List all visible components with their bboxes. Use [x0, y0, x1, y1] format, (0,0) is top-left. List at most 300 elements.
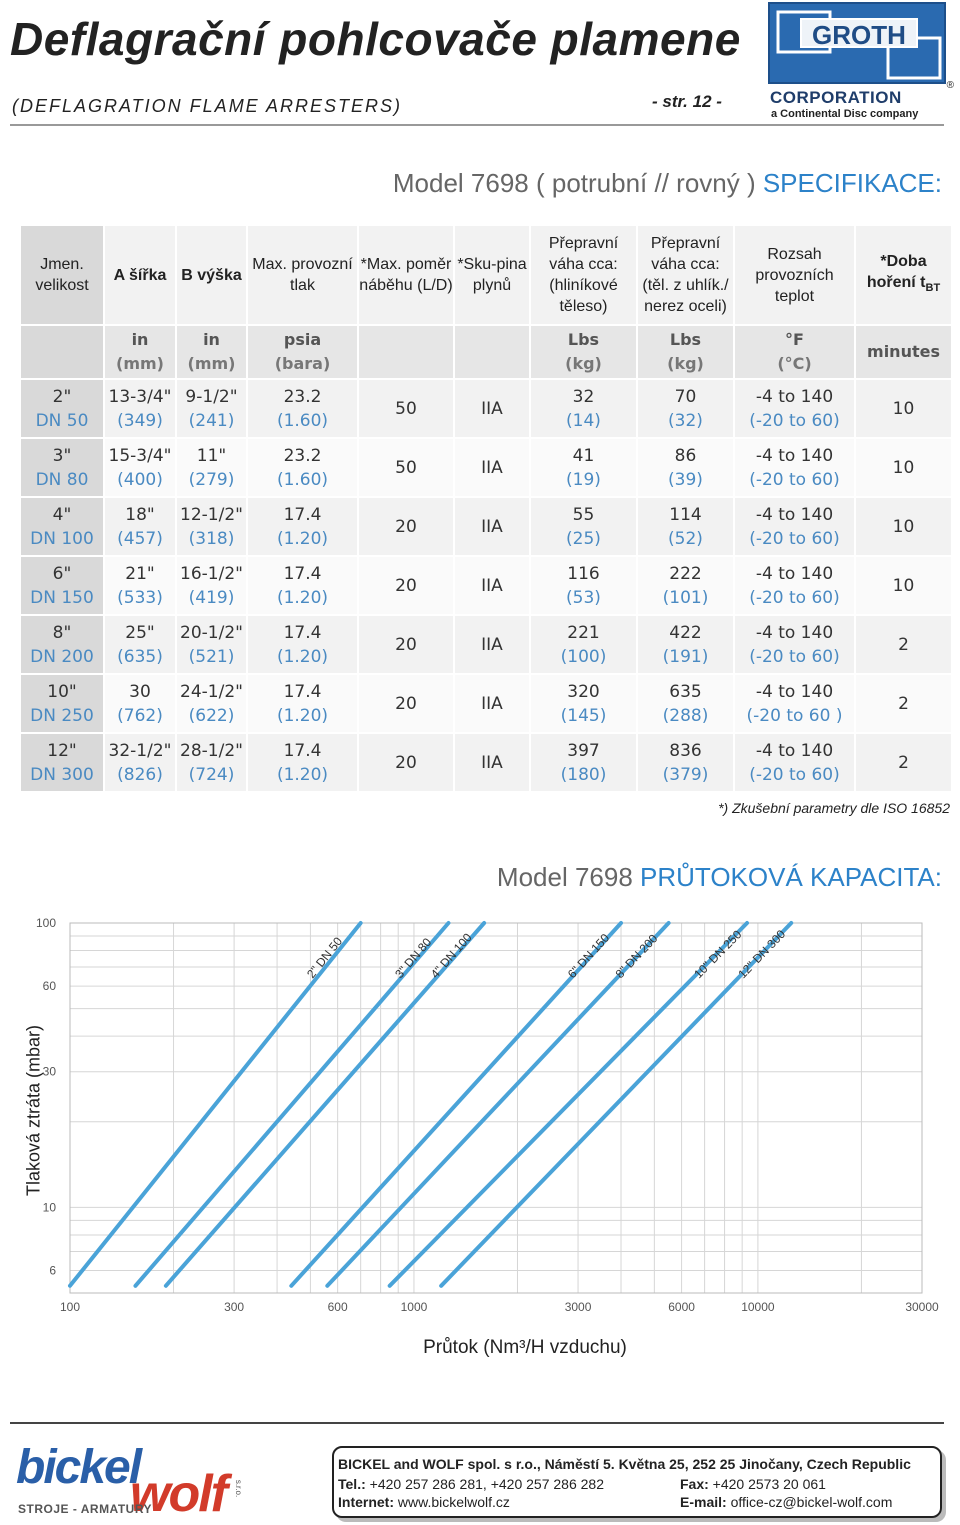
cell-value: 20 — [395, 634, 417, 655]
cell-metric-value: (-20 to 60) — [749, 528, 840, 549]
cell-value: 21" — [125, 563, 155, 584]
table-row — [20, 497, 952, 556]
table-cell — [637, 556, 734, 615]
cell-metric-value: (622) — [188, 705, 235, 726]
cell-metric-value: (53) — [566, 587, 601, 608]
cell-value: 50 — [395, 457, 417, 478]
cell-metric-value: (533) — [117, 587, 163, 608]
cell-value: 2 — [898, 752, 909, 773]
table-cell — [855, 497, 952, 556]
cell-value: 221 — [567, 622, 600, 643]
table-row — [20, 615, 952, 674]
spec-header-cell — [358, 225, 454, 325]
table-cell — [530, 615, 637, 674]
spec-unit-cell — [358, 325, 454, 379]
spec-header-text: Rozsah provozních teplot — [755, 245, 834, 305]
cell-value: 12" — [47, 740, 77, 761]
cell-value: 20 — [395, 575, 417, 596]
spec-header-text: *Sku-pina plynů — [457, 256, 527, 294]
table-cell — [855, 438, 952, 497]
cell-metric-value: (-20 to 60) — [749, 587, 840, 608]
web-label: Internet: — [338, 1494, 394, 1510]
spec-header-cell — [855, 225, 952, 325]
contact-fax — [680, 1476, 826, 1492]
cell-value: 18" — [125, 504, 155, 525]
cell-value: -4 to 140 — [755, 681, 834, 702]
bickel-logo-suffix: s.r.o. — [234, 1479, 244, 1498]
y-tick-label: 10 — [42, 1200, 56, 1215]
flow-section-title — [497, 862, 942, 893]
table-cell — [734, 733, 855, 792]
table-cell — [530, 438, 637, 497]
x-tick-label: 1000 — [400, 1300, 428, 1314]
table-cell — [454, 615, 530, 674]
y-tick-label: 60 — [42, 979, 56, 994]
unit-metric: (kg) — [565, 354, 602, 373]
table-cell — [734, 438, 855, 497]
cell-metric-value: (400) — [117, 469, 163, 490]
unit-metric: (mm) — [187, 354, 236, 373]
table-cell — [734, 556, 855, 615]
table-cell — [637, 615, 734, 674]
unit-imperial: psia — [283, 330, 322, 349]
cell-value: 222 — [669, 563, 702, 584]
table-cell — [247, 438, 358, 497]
cell-value: IIA — [481, 693, 503, 714]
table-cell — [734, 615, 855, 674]
unit-imperial: in — [131, 330, 149, 349]
cell-metric-value: (39) — [668, 469, 703, 490]
cell-value: -4 to 140 — [755, 740, 834, 761]
series-label: 6" DN 150 — [564, 930, 613, 982]
table-cell — [637, 733, 734, 792]
cell-value: 17.4 — [283, 740, 322, 761]
company-address: BICKEL and WOLF spol. s r.o., Náměstí 5. Května 25, 252 25 Jinočany, Czech Republic — [338, 1456, 911, 1472]
cell-value: 70 — [674, 386, 697, 407]
cell-metric-value: (52) — [668, 528, 703, 549]
cell-value: -4 to 140 — [755, 563, 834, 584]
table-cell — [247, 497, 358, 556]
flow-capacity-chart — [0, 905, 960, 1335]
table-cell — [20, 674, 104, 733]
cell-value: IIA — [481, 457, 503, 478]
spec-header-text: *Max. poměr náběhu (L/D) — [359, 256, 453, 294]
cell-value: IIA — [481, 634, 503, 655]
spec-unit-cell — [734, 325, 855, 379]
series-label: 4" DN 100 — [427, 930, 475, 981]
cell-value: IIA — [481, 398, 503, 419]
tel-label: Tel.: — [338, 1476, 366, 1492]
spec-title-prefix: Model 7698 ( potrubní // rovný ) — [392, 168, 763, 198]
flow-title-highlight: PRŮTOKOVÁ KAPACITA: — [640, 862, 942, 892]
table-cell — [176, 497, 247, 556]
spec-title-highlight: SPECIFIKACE: — [762, 168, 942, 198]
spec-header-text: Přepravní váha cca: (hliníkové těleso) — [548, 235, 619, 315]
spec-header-cell — [176, 225, 247, 325]
table-cell — [176, 733, 247, 792]
x-tick-label: 6000 — [668, 1300, 695, 1314]
contact-email — [680, 1494, 892, 1510]
series-label: 10" DN 250 — [691, 927, 745, 982]
x-tick-label: 10000 — [741, 1300, 775, 1314]
cell-value: 32-1/2" — [108, 740, 172, 761]
cell-metric-value: (180) — [560, 764, 607, 785]
fax-value: +420 2573 20 061 — [708, 1476, 826, 1492]
spec-header-text: Jmen. velikost — [35, 256, 89, 294]
tel-value: +420 257 286 281, +420 257 286 282 — [365, 1476, 604, 1492]
spec-section-title — [393, 168, 942, 199]
table-cell — [454, 674, 530, 733]
unit-imperial: in — [203, 330, 220, 349]
table-cell — [855, 556, 952, 615]
table-cell — [530, 733, 637, 792]
table-cell — [247, 615, 358, 674]
cell-metric-value: DN 300 — [30, 764, 94, 785]
table-cell — [530, 379, 637, 438]
cell-metric-value: (724) — [188, 764, 235, 785]
cell-value: 17.4 — [283, 563, 322, 584]
cell-metric-value: DN 200 — [30, 646, 94, 667]
spec-header-cell — [20, 225, 104, 325]
table-cell — [637, 674, 734, 733]
cell-metric-value: (288) — [662, 705, 709, 726]
cell-value: 6" — [52, 563, 72, 584]
cell-metric-value: DN 50 — [35, 410, 89, 431]
cell-metric-value: DN 80 — [35, 469, 89, 490]
table-cell — [637, 379, 734, 438]
cell-metric-value: DN 150 — [30, 587, 94, 608]
cell-metric-value: (1.20) — [276, 764, 329, 785]
table-cell — [104, 615, 176, 674]
table-cell — [530, 497, 637, 556]
table-cell — [104, 379, 176, 438]
cell-metric-value: (1.20) — [276, 646, 329, 667]
spec-header-cell — [454, 225, 530, 325]
spec-header-cell — [530, 225, 637, 325]
cell-value: 20-1/2" — [180, 622, 243, 643]
table-cell — [247, 674, 358, 733]
table-cell — [637, 438, 734, 497]
cell-metric-value: (279) — [188, 469, 235, 490]
spec-unit-cell — [530, 325, 637, 379]
header-divider — [10, 124, 944, 126]
table-cell — [176, 674, 247, 733]
cell-value: IIA — [481, 516, 503, 537]
unit-metric: (kg) — [667, 354, 704, 373]
unit-metric: (°C) — [777, 354, 812, 373]
cell-value: 9-1/2" — [185, 386, 238, 407]
table-cell — [734, 674, 855, 733]
cell-metric-value: (14) — [566, 410, 601, 431]
cell-value: 2 — [898, 634, 909, 655]
flow-title-prefix: Model 7698 — [496, 862, 641, 892]
table-cell — [358, 438, 454, 497]
email-label: E-mail: — [680, 1494, 727, 1510]
cell-value: 10 — [892, 575, 915, 596]
table-cell — [104, 733, 176, 792]
table-cell — [530, 674, 637, 733]
cell-metric-value: (-20 to 60) — [749, 646, 840, 667]
unit-imperial: °F — [785, 330, 804, 349]
cell-value: 422 — [669, 622, 702, 643]
table-cell — [734, 497, 855, 556]
cell-value: 116 — [567, 563, 600, 584]
spec-header-text: Max. provozní tlak — [252, 256, 353, 294]
cell-value: 8" — [52, 622, 72, 643]
spec-header-text: A šířka — [113, 266, 167, 284]
spec-unit-cell — [104, 325, 176, 379]
unit-imperial: Lbs — [567, 330, 600, 349]
cell-metric-value: (-20 to 60) — [749, 410, 840, 431]
table-cell — [454, 556, 530, 615]
table-cell — [20, 497, 104, 556]
cell-value: 23.2 — [283, 445, 322, 466]
spec-unit-cell — [176, 325, 247, 379]
cell-value: -4 to 140 — [755, 622, 834, 643]
cell-value: -4 to 140 — [755, 386, 834, 407]
footer-divider — [10, 1422, 944, 1424]
cell-metric-value: (521) — [188, 646, 235, 667]
table-row — [20, 438, 952, 497]
cell-value: 17.4 — [283, 681, 322, 702]
cell-metric-value: (1.20) — [276, 528, 329, 549]
specification-table — [19, 224, 953, 793]
cell-value: IIA — [481, 752, 503, 773]
table-cell — [454, 438, 530, 497]
cell-value: 114 — [669, 504, 702, 525]
spec-header-text: *Doba hoření t — [866, 252, 927, 291]
cell-metric-value: DN 250 — [30, 705, 94, 726]
table-cell — [20, 733, 104, 792]
table-cell — [358, 615, 454, 674]
bickel-logo-word: bickel — [16, 1441, 141, 1494]
cell-metric-value: (762) — [117, 705, 163, 726]
cell-value: 30 — [129, 681, 151, 702]
table-cell — [104, 556, 176, 615]
cell-value: 11" — [196, 445, 227, 466]
cell-value: 28-1/2" — [180, 740, 243, 761]
fax-label: Fax: — [680, 1476, 709, 1492]
cell-value: 24-1/2" — [180, 681, 243, 702]
spec-header-cell — [637, 225, 734, 325]
cell-value: 397 — [567, 740, 600, 761]
table-cell — [358, 674, 454, 733]
x-tick-label: 100 — [59, 1300, 81, 1314]
table-cell — [637, 497, 734, 556]
contact-box — [332, 1446, 942, 1518]
table-cell — [530, 556, 637, 615]
cell-value: 4" — [52, 504, 72, 525]
series-label: 3" DN 80 — [392, 935, 435, 981]
cell-value: 50 — [395, 398, 417, 419]
table-cell — [454, 379, 530, 438]
series-label: 2" DN 50 — [304, 934, 346, 981]
cell-value: 10 — [892, 457, 915, 478]
groth-logo-mark — [768, 2, 946, 84]
spec-header-text: B výška — [181, 266, 242, 284]
table-cell — [358, 497, 454, 556]
cell-value: 32 — [572, 386, 595, 407]
cell-value: 41 — [572, 445, 595, 466]
cell-metric-value: (100) — [560, 646, 607, 667]
cell-value: 10 — [892, 516, 915, 537]
cell-metric-value: (419) — [188, 587, 235, 608]
cell-metric-value: (457) — [117, 528, 163, 549]
cell-value: 15-3/4" — [108, 445, 172, 466]
cell-metric-value: (635) — [117, 646, 163, 667]
page-number: - str. 12 - — [652, 92, 722, 111]
table-row — [20, 733, 952, 792]
cell-value: 86 — [674, 445, 697, 466]
spec-header-cell — [247, 225, 358, 325]
spec-unit-cell — [20, 325, 104, 379]
table-row — [20, 379, 952, 438]
cell-value: -4 to 140 — [755, 445, 834, 466]
spec-unit-cell — [454, 325, 530, 379]
spec-header-cell — [104, 225, 176, 325]
spec-units-row — [20, 325, 952, 379]
table-row — [20, 674, 952, 733]
cell-value: 55 — [572, 504, 595, 525]
cell-value: 25" — [125, 622, 155, 643]
test-parameters-note: *) Zkušební parametry dle ISO 16852 — [718, 800, 950, 816]
cell-value: 17.4 — [283, 504, 322, 525]
cell-value: 3" — [52, 445, 72, 466]
contact-tel — [338, 1476, 604, 1492]
cell-value: IIA — [481, 575, 503, 596]
x-tick-label: 600 — [327, 1300, 348, 1314]
burn-time-subscript: BT — [925, 282, 941, 295]
unit-imperial: Lbs — [669, 330, 702, 349]
cell-value: 16-1/2" — [180, 563, 243, 584]
table-cell — [358, 733, 454, 792]
cell-value: 13-3/4" — [108, 386, 172, 407]
cell-value: 836 — [669, 740, 702, 761]
chart-x-axis-label: Průtok (Nm³/H vzduchu) — [423, 1337, 627, 1358]
table-cell — [247, 733, 358, 792]
spec-header-cell — [734, 225, 855, 325]
cell-metric-value: (318) — [188, 528, 235, 549]
x-tick-label: 300 — [224, 1300, 245, 1314]
bickel-logo-tagline: STROJE - ARMATURY — [18, 1502, 153, 1516]
cell-metric-value: (1.60) — [276, 410, 329, 431]
cell-metric-value: (-20 to 60) — [749, 764, 840, 785]
table-cell — [104, 497, 176, 556]
x-tick-label: 3000 — [564, 1300, 592, 1314]
cell-value: 20 — [395, 752, 417, 773]
email-value[interactable]: office-cz@bickel-wolf.com — [726, 1494, 893, 1510]
page-title: Deflagrační pohlcovače plamene — [10, 13, 741, 65]
cell-metric-value: (349) — [117, 410, 163, 431]
groth-logo — [768, 2, 954, 122]
y-tick-label: 30 — [42, 1064, 56, 1079]
groth-logo-text: GROTH — [800, 18, 918, 48]
table-cell — [20, 556, 104, 615]
table-cell — [454, 497, 530, 556]
table-cell — [247, 379, 358, 438]
cell-value: 635 — [669, 681, 702, 702]
spec-unit-cell — [637, 325, 734, 379]
table-cell — [358, 556, 454, 615]
cell-metric-value: (241) — [188, 410, 235, 431]
table-cell — [176, 379, 247, 438]
spec-header-row — [20, 225, 952, 325]
table-cell — [454, 733, 530, 792]
cell-metric-value: (19) — [566, 469, 601, 490]
cell-value: 20 — [395, 693, 417, 714]
groth-logo-tagline: a Continental Disc company — [771, 108, 919, 120]
cell-metric-value: (1.60) — [276, 469, 329, 490]
registered-mark: ® — [946, 80, 954, 91]
table-row — [20, 556, 952, 615]
unit-metric: (mm) — [116, 354, 164, 373]
cell-metric-value: (826) — [117, 764, 163, 785]
table-cell — [176, 556, 247, 615]
cell-metric-value: (1.20) — [276, 705, 329, 726]
table-cell — [855, 615, 952, 674]
table-cell — [104, 674, 176, 733]
table-cell — [855, 379, 952, 438]
web-value[interactable]: www.bickelwolf.cz — [394, 1494, 510, 1510]
spec-unit-cell — [247, 325, 358, 379]
cell-metric-value: (379) — [662, 764, 709, 785]
cell-metric-value: (145) — [560, 705, 607, 726]
cell-value: 20 — [395, 516, 417, 537]
table-cell — [20, 379, 104, 438]
table-cell — [20, 615, 104, 674]
cell-value: 10 — [892, 398, 915, 419]
table-cell — [104, 438, 176, 497]
cell-metric-value: (-20 to 60 ) — [746, 705, 843, 726]
table-cell — [176, 438, 247, 497]
table-cell — [247, 556, 358, 615]
y-tick-label: 100 — [35, 916, 56, 930]
table-cell — [176, 615, 247, 674]
groth-logo-corporation: CORPORATION — [770, 88, 902, 107]
cell-value: 2 — [898, 693, 909, 714]
cell-metric-value: (25) — [566, 528, 601, 549]
series-label: 8" DN 200 — [612, 931, 661, 982]
table-cell — [855, 733, 952, 792]
cell-metric-value: (32) — [668, 410, 703, 431]
cell-metric-value: (101) — [662, 587, 709, 608]
chart-y-axis-label: Tlaková ztráta (mbar) — [23, 1024, 44, 1197]
spec-header-text: Přepravní váha cca: (těl. z uhlík./ nerez oceli) — [642, 235, 729, 315]
cell-value: 12-1/2" — [180, 504, 243, 525]
cell-value: -4 to 140 — [755, 504, 834, 525]
cell-value: 23.2 — [283, 386, 322, 407]
unit-metric: (bara) — [274, 354, 331, 373]
cell-value: 2" — [52, 386, 72, 407]
table-cell — [358, 379, 454, 438]
cell-metric-value: (191) — [662, 646, 709, 667]
table-cell — [20, 438, 104, 497]
series-label: 12" DN 300 — [735, 927, 789, 982]
cell-metric-value: (1.20) — [276, 587, 329, 608]
x-tick-label: 30000 — [905, 1300, 939, 1314]
series-line — [390, 923, 747, 1286]
cell-value: 17.4 — [283, 622, 322, 643]
cell-value: 320 — [567, 681, 600, 702]
table-cell — [855, 674, 952, 733]
spec-unit-cell — [855, 325, 952, 379]
cell-value: 10" — [47, 681, 77, 702]
contact-web — [338, 1494, 510, 1510]
cell-metric-value: (-20 to 60) — [749, 469, 840, 490]
bickel-wolf-logo — [12, 1440, 244, 1523]
wolf-logo-word: wolf — [130, 1465, 226, 1523]
cell-metric-value: DN 100 — [30, 528, 94, 549]
